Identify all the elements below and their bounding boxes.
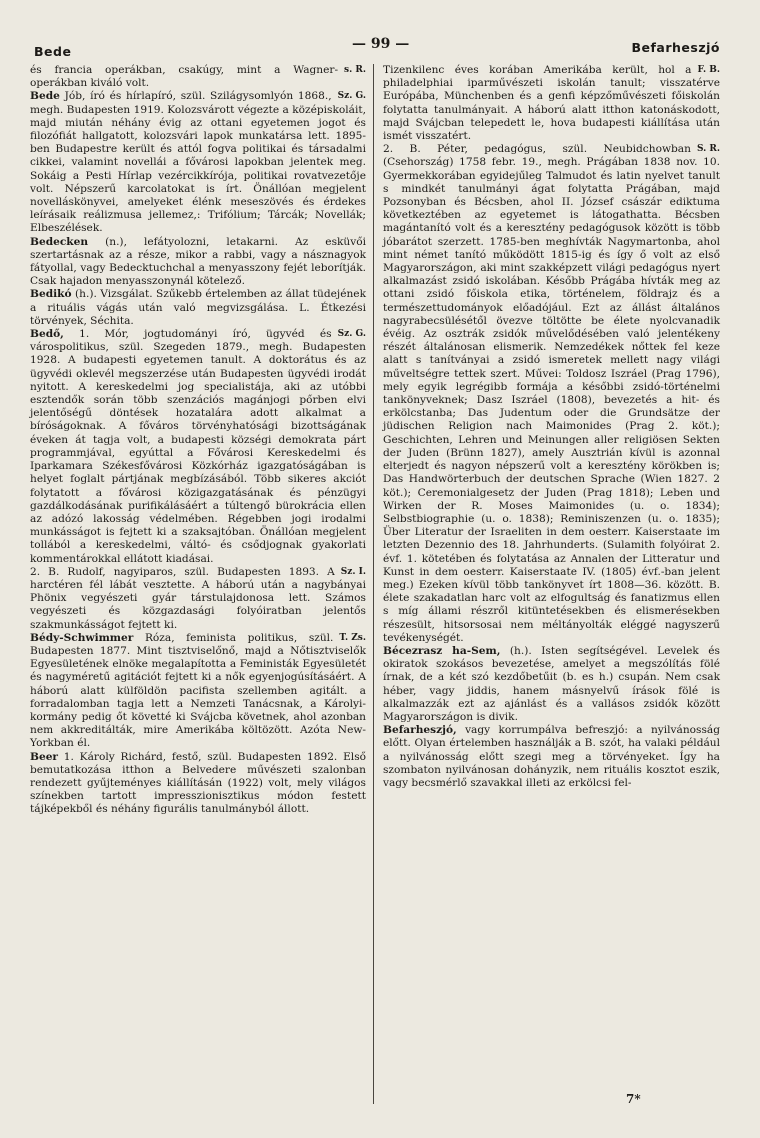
author-signature: Sz. G. xyxy=(337,91,366,102)
author-signature: s. R. xyxy=(344,65,366,75)
entry-text: és francia operákban, csakúgy, mint a Wagner-operákban kiváló volt. xyxy=(30,64,339,90)
author-signature: Sz. I. xyxy=(340,566,366,577)
running-head-left: Bede xyxy=(34,44,72,59)
dictionary-entry xyxy=(30,90,366,235)
entry-headword: Bécezrasz ha-Sem, xyxy=(383,644,501,657)
column-divider xyxy=(373,64,374,1104)
entry-text: (h.). Vizsgálat. Szűkebb értelemben az állat tüdejének a rituális vágás után való megvizsgálása. L. Étkezési törvények, Séchita. xyxy=(30,288,366,327)
dictionary-entry xyxy=(30,751,366,817)
entry-text: Jób, író és hírlapíró, szül. Szilágysomlyón 1868., megh. Budapesten 1919. Kolozsvárott végezte a középiskoláit, majd miután néhány évig az ottani egyetemen jogot és filozófiát hallgatott, kolozsvári lapok munkatársa lett. 1895-ben Budapestre került és attól fogva politikai és társadalmi cikkei, valamint novellái a fővárosi lapokban jelentek meg. Sokáig a Pesti Hírlap vezércikkírója, politikai rovatvezetője volt. Népszerű karcolatokat is írt. Önállóan megjelent novelláskönyvei, amelyeket élénk meseszövés és érdekes leírásaik reálizmusa jellemez,: Trifólium; Tárcák; Novellák; Elbeszélések. xyxy=(30,90,366,235)
dictionary-entry xyxy=(30,64,366,90)
right-column xyxy=(383,64,720,790)
dictionary-entry xyxy=(30,236,366,289)
dictionary-entry xyxy=(383,64,720,143)
left-column xyxy=(30,64,366,817)
entry-text: 1. Károly Richárd, festő, szül. Budapesten 1892. Első bemutatkozása itthon a Belvedere művészeti szalonban rendezett gyűjteményes kiállításán (1922) volt, mely világos színekben tartott impresszionisztikus módon festett tájképekből és néhány figurális tanulmányból állott. xyxy=(30,750,367,816)
entry-headword: Befarheszjó, xyxy=(383,724,457,737)
dictionary-entry xyxy=(383,645,720,724)
author-signature: S. R. xyxy=(696,144,720,155)
entry-text: Tizenkilenc éves korában Amerikába került, hol a philadelphiai iparművészeti iskolán tanult; visszatérve Európába, Münchenben és a genfi képzőművészeti főiskolán folytatta tanulmányait. A háború alatt itthon katonáskodott, majd Svájcban telepedett le, hova budapesti kiállítása után ismét visszatért. xyxy=(383,64,720,143)
dictionary-entry xyxy=(30,632,366,751)
entry-text: vagy korrumpálva befreszjó: a nyilvánosság előtt. Olyan értelemben használják a B. szót, ha valaki például a nyilvánosság előtt szegi meg a törvényeket. Így ha szombaton nyilvánosan dohányzik, nem rituális kosztot eszik, vagy becsmérlő szavakkal illeti az erkölcsi fel- xyxy=(383,724,720,789)
entry-headword: Bedecken xyxy=(30,235,89,248)
entry-text: (h.). Isten segítségével. Levelek és okiratok szokásos bevezetése, amelyet a megszólítás fölé írnak, de a két szó kezdőbetűit (b. es h.) csupán. Nem csak héber, vagy jiddis, hanem másnyelvű írások fölé is alkalmazzák ezt az ajánlást és a vallásos zsidók között Magyarországon is divik. xyxy=(383,644,720,723)
entry-text: 2. B. Péter, pedagógus, szül. Neubidchowban (Csehország) 1758 febr. 19., megh. Prágában 1838 nov. 10. Gyermekkorában egyidejűleg Talmudot és latin nyelvet tanult s mindkét tanulmányi ágat folytatta Prágában, majd Pozsonyban és Bécsben, ahol II. József császár ediktuma következtében az egyetemet is látogathatta. Bécsben magántanító volt és a keresztény pedagógusok között is több jóbarátot szerzett. 1785-ben meghívták Nagymartonba, ahol mint német tanító működött 1815-ig és így ő volt az első Magyarországon, aki mint szakképzett világi pedagógus nyert alkalmazást zsidó iskolában. Később Prágába hívták meg az ottani zsidó főiskola etika, történelem, földrajz és a természettudományok előadójául. Ezt az állást általános nagyrabecsülésétől övezve töltötte be élete nyolcvanadik évéig. Az osztrák zsidók művelődésében való jelentékeny részét általánosan elismerik. Nemzedékek nőttek fel keze alatt s tanítványai a zsidó ismeretek mellett nagy világi műveltségre tettek szert. Művei: Toldosz Iszráel (Prag 1796), mely egyik legrégibb formája a későbbi zsidó-történelmi tankönyveknek; Dasz Iszráel (1808), bevezetés a hit- és erkölcstanba; Das Judentum oder die Grundsätze der jüdischen Religion nach Maimonides (Prag 2. köt.); Geschichten, Lehren und Meinungen aller religiösen Sekten der Juden (Brünn 1827), amely Ausztrián kívül is azonnal elterjedt és nagyon népszerű volt a keresztény körökben is; Das Handwörterbuch der deutschen Sprache (Wien 1827. 2 köt.); Ceremonialgesetz der Juden (Prag 1818); Leben und Wirken der R. Moses Maimonides (u. o. 1834); Selbstbiographie (u. o. 1838); Reminiszenzen (u. o. 1835); Über Literatur der Israeliten in dem oesterr. Kaiserstaate im letzten Dezennio des 18. Jahrhunderts. (Sulamith folyóirat 2. évf. 1. kötetében és folytatása az Annalen der Litteratur und Kunst in dem oesterr. Kaiserstaate IV. (1805) évf.-ban jelent meg.) Ezeken kívül több tankönyvet írt 1808—36. között. B. élete szakadatlan harc volt az elfogultság és fanatizmus ellen s míg állami részről kitüntetésekben és elismerésekben részesült, hitsorsosai nem méltányolták eléggé nagyszerű tevékenységét. xyxy=(383,143,720,644)
entry-headword: Bede xyxy=(30,90,60,103)
entry-text: 1. Mór, jogtudományi író, ügyvéd és várospolitikus, szül. Szegeden 1879., megh. Budapesten 1928. A budapesti egyetemen tanult. A doktorátus és az ügyvédi oklevél megszerzése után Budapesten ügyvédi irodát nyitott. A kereskedelmi jog specialistája, aki az utóbbi esztendők során több szenzációs magánjogi pőrben elvi jelentőségű döntések hozatalára adott alkalmat a bíróságoknak. A főváros törvényhatósági bizottságának éveken át tagja volt, a budapesti községi demokrata párt programmjával, egyúttal a Fővárosi Kereskedelmi és Iparkamara Székesfővárosi Közkórház igazgatóságában is helyet foglalt pártjának megbízásából. Több sikeres akciót folytatott a fővárosi közigazgatásának és pénzügyi gazdálkodásának purifikálásáért a túltengő bürokrácia ellen az adózó lakosság védelmében. Régebben jogi irodalmi munkásságot is fejtett ki a szaksajtóban. Önállóan megjelent tollából a kereskedelmi, váltó- és csődjognak gyakorlati kommentárokkal ellátott kiadásai. xyxy=(30,328,366,565)
entry-headword: Bedő, xyxy=(30,328,64,341)
author-signature: T. Zs. xyxy=(339,632,366,643)
dictionary-entry xyxy=(383,143,720,645)
running-head xyxy=(22,34,720,59)
entry-headword: Beer xyxy=(30,750,59,763)
page-number: — 99 — xyxy=(352,36,410,52)
dictionary-entry xyxy=(383,724,720,790)
entry-text: Róza, feminista politikus, szül. Budapesten 1877. Mint tisztviselőnő, majd a Nőtisztviselők Egyesületének elnöke megalapította a Feministák Egyesületét és nagyméretű agitációt fejtett ki a nők egyenjogúsításáért. A háború alatt külföldön pacifista szellemben agitált. a forradalomban tagja lett a Nemzeti Tanácsnak, a Károlyi-kormány pedig őt követté ki Svájcba követnek, ahol azonban nem akkreditálták, mire Amerikába költözött. Azóta New-Yorkban él. xyxy=(30,631,366,750)
entry-headword: Bédy-Schwimmer xyxy=(30,631,134,644)
entry-text: (n.), lefátyolozni, letakarni. Az esküvői szertartásnak az a része, mikor a rabbi, vagy a násznagyok fátyollal, vagy Bedecktuchchal a menyasszony fejét leborítják. Csak hajadon menyasszonynál kötelező. xyxy=(30,235,366,288)
dictionary-entry xyxy=(30,328,366,566)
dictionary-entry xyxy=(30,288,366,328)
running-head-right: Befarheszjó xyxy=(631,40,720,55)
author-signature: F. B. xyxy=(697,65,720,75)
dictionary-entry xyxy=(30,566,366,632)
entry-text: 2. B. Rudolf, nagyiparos, szül. Budapesten 1893. A harctéren fél lábát vesztette. A háború után a nagybányai Phönix vegyészeti gyár társtulajdonosa lett. Számos vegyészeti és közgazdasági folyóiratban jelentős szakmunkásságot fejtett ki. xyxy=(30,565,366,631)
author-signature: Sz. G. xyxy=(337,329,366,340)
entry-headword: Bedikó xyxy=(30,288,72,301)
signature-mark: 7* xyxy=(626,1092,641,1106)
